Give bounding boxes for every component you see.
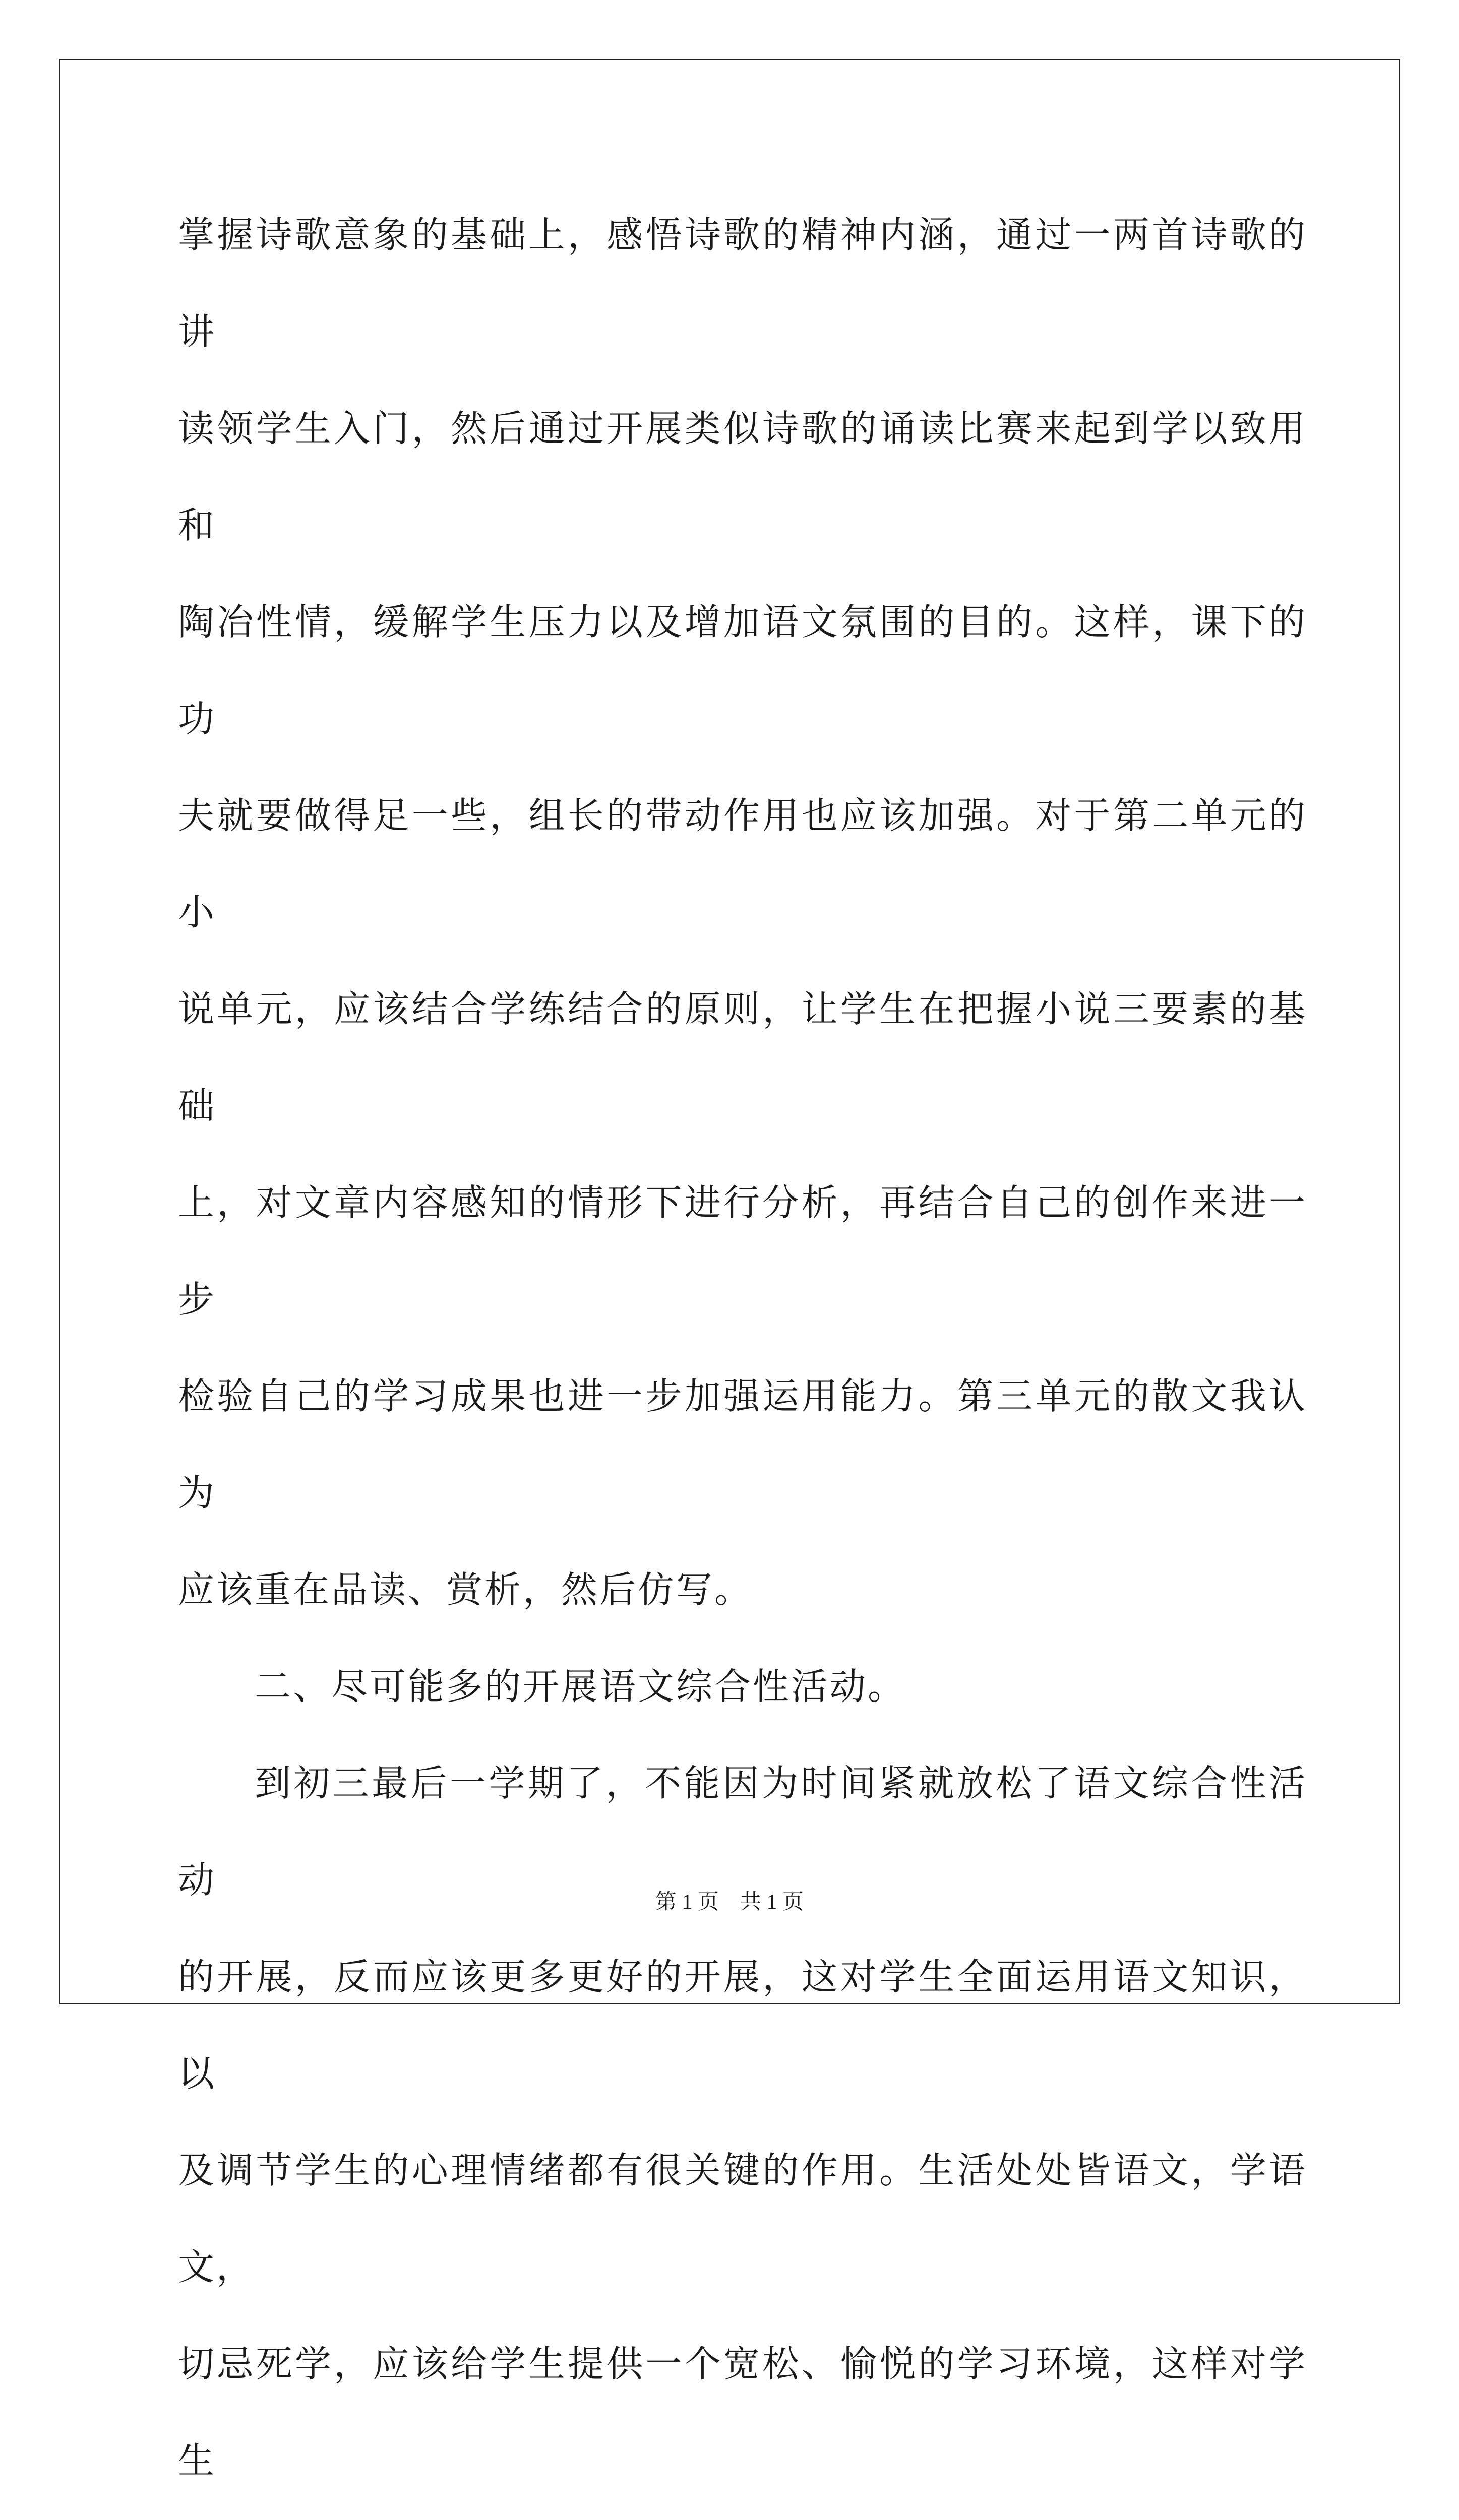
text-line: 及调节学生的心理情绪都有很关键的作用。生活处处皆语文，学语文， xyxy=(178,2149,1307,2288)
text-line: 夫就要做得足一些，组长的带动作用也应该加强。对于第二单元的小 xyxy=(178,794,1307,933)
text-line: 读领学生入门，然后通过开展类似诗歌的诵读比赛来起到学以致用和 xyxy=(178,407,1307,546)
text-line: 掌握诗歌意象的基础上，感悟诗歌的精神内涵，通过一两首诗歌的讲 xyxy=(178,214,1307,353)
text-line: 说单元，应该结合学练结合的原则，让学生在把握小说三要素的基础 xyxy=(178,988,1307,1127)
document-body xyxy=(178,186,1307,2520)
text-line: 陶冶性情，缓解学生压力以及增加语文氛围的目的。这样，课下的功 xyxy=(178,601,1307,740)
text-line xyxy=(178,2509,1307,2520)
text-line: 到初三最后一学期了，不能因为时间紧就放松了语文综合性活动 xyxy=(178,1762,1307,1901)
text-line: 应该重在品读、赏析，然后仿写。 xyxy=(178,1568,753,1611)
text-line: 上，对文章内容感知的情形下进行分析，再结合自己的创作来进一步 xyxy=(178,1181,1307,1320)
text-line: 的开展，反而应该更多更好的开展，这对学生全面运用语文知识，以 xyxy=(178,1956,1307,2095)
text-line: 二、尽可能多的开展语文综合性活动。 xyxy=(255,1665,906,1708)
page-footer: 第 1 页 共 1 页 xyxy=(655,1891,804,1914)
text-line: 检验自己的学习成果也进一步加强运用能力。第三单元的散文我认为 xyxy=(178,1375,1307,1514)
text-line: 切忌死学，应该给学生提供一个宽松、愉悦的学习环境，这样对学生 xyxy=(178,2343,1307,2482)
